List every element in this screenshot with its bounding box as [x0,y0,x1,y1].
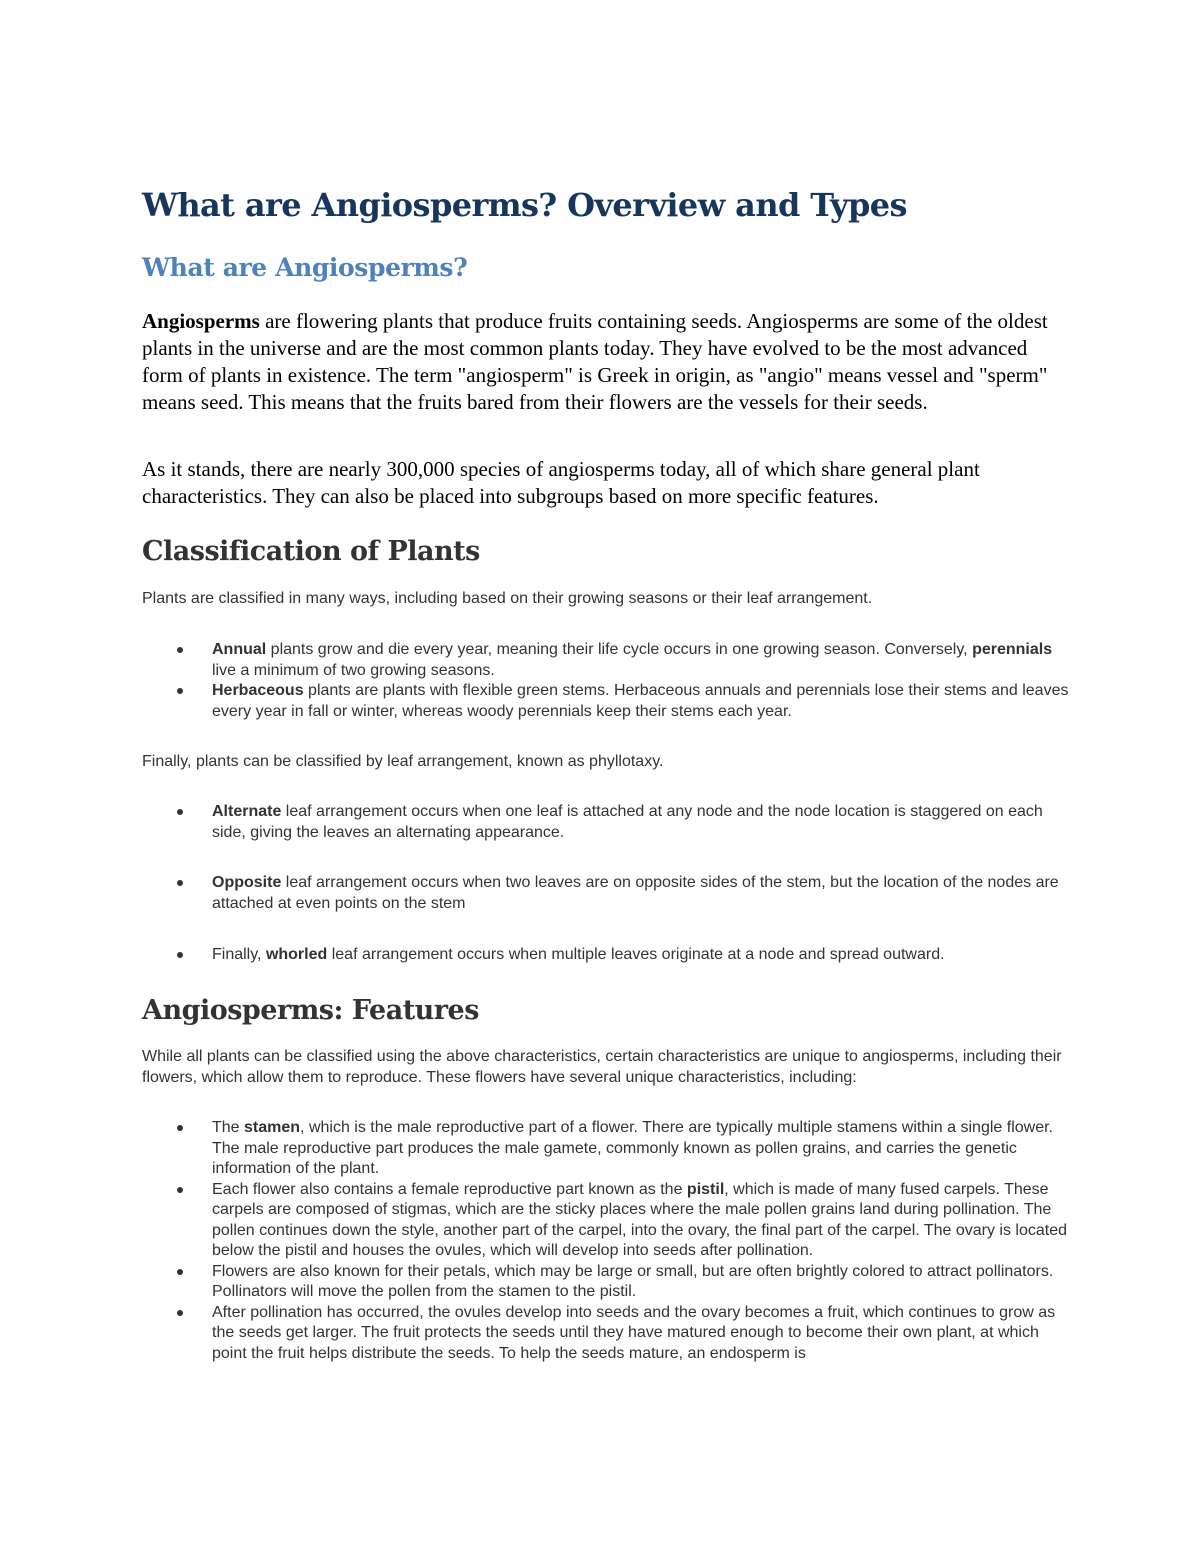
list-item-whorled-wrap [142,945,1072,966]
term-angiosperms: Angiosperms [142,309,260,333]
paragraph-phyllotaxy: Finally, plants can be classified by leaf arrangement, known as phyllotaxy. [142,753,664,770]
paragraph-classification-intro: Plants are classified in many ways, including based on their growing seasons or their leaf arrangement. [142,590,873,607]
list-flower-features [142,1118,1072,1364]
paragraph-species-count: As it stands, there are nearly 300,000 species of angiosperms today, all of which share general plant characteristics. They can also be placed into subgroups based on more specific features. [142,457,980,508]
list-item-stamen: The stamen, which is the male reproductive part of a flower. There are typically multiple stamens within a single flower. The male reproductive part produces the male gamete, commonly known as pollen grains, and carries the genetic information of the plant. [142,1118,1072,1180]
section-heading-features: Angiosperms: Features [142,995,479,1026]
list-item-pollination: After pollination has occurred, the ovules develop into seeds and the ovary becomes a fruit, which continues to grow as the seeds get larger. The fruit protects the seeds until they have matured enough to become their own plant, at which point the fruit helps distribute the seeds. To help the seeds mature, an endosperm is [142,1303,1072,1365]
list-item-pistil: Each flower also contains a female reproductive part known as the pistil, which is made of many fused carpels. These carpels are composed of stigmas, which are the sticky places where the male pollen grains land during pollination. The pollen continues down the style, another part of the carpel, into the ovary, the final part of the carpel. The ovary is located below the pistil and houses the ovules, which will develop into seeds after pollination. [142,1180,1072,1262]
list-item-alternate-wrap [142,802,1072,843]
list-item-petals: Flowers are also known for their petals, which may be large or small, but are often brightly colored to attract pollinators. Pollinators will move the pollen from the stamen to the pistil. [142,1262,1072,1303]
paragraph-features-intro: While all plants can be classified using the above characteristics, certain characteristics are unique to angiosperms, including their flowers, which allow them to reproduce. These flowers have several unique characteristics, including: [142,1048,1062,1086]
section-heading-what-are-angiosperms: What are Angiosperms? [142,253,468,282]
list-item-opposite: Opposite leaf arrangement occurs when two leaves are on opposite sides of the stem, but the location of the nodes are attached at even points on the stem [142,873,1072,914]
list-item-annual: Annual plants grow and die every year, meaning their life cycle occurs in one growing season. Conversely, perennials live a minimum of two growing seasons. [142,640,1072,681]
list-item-alternate: Alternate leaf arrangement occurs when one leaf is attached at any node and the node location is staggered on each side, giving the leaves an alternating appearance. [142,802,1072,843]
document-title: What are Angiosperms? Overview and Types [142,186,907,224]
paragraph-definition: Angiosperms are flowering plants that produce fruits containing seeds. Angiosperms are some of the oldest plants in the universe and are the most common plants today. They have evolved to be the most advanced form of plants in existence. The term "angiosperm" is Greek in origin, as "angio" means vessel and "sperm" means seed. This means that the fruits bared from their flowers are the vessels for their seeds. [142,309,1048,414]
list-item-whorled: Finally, whorled leaf arrangement occurs when multiple leaves originate at a node and spread outward. [142,945,1072,966]
list-item-opposite-wrap [142,873,1072,914]
list-item-herbaceous: Herbaceous plants are plants with flexible green stems. Herbaceous annuals and perennials lose their stems and leaves every year in fall or winter, whereas woody perennials keep their stems each year. [142,681,1072,722]
section-heading-classification: Classification of Plants [142,536,480,567]
list-growing-seasons [142,640,1072,722]
